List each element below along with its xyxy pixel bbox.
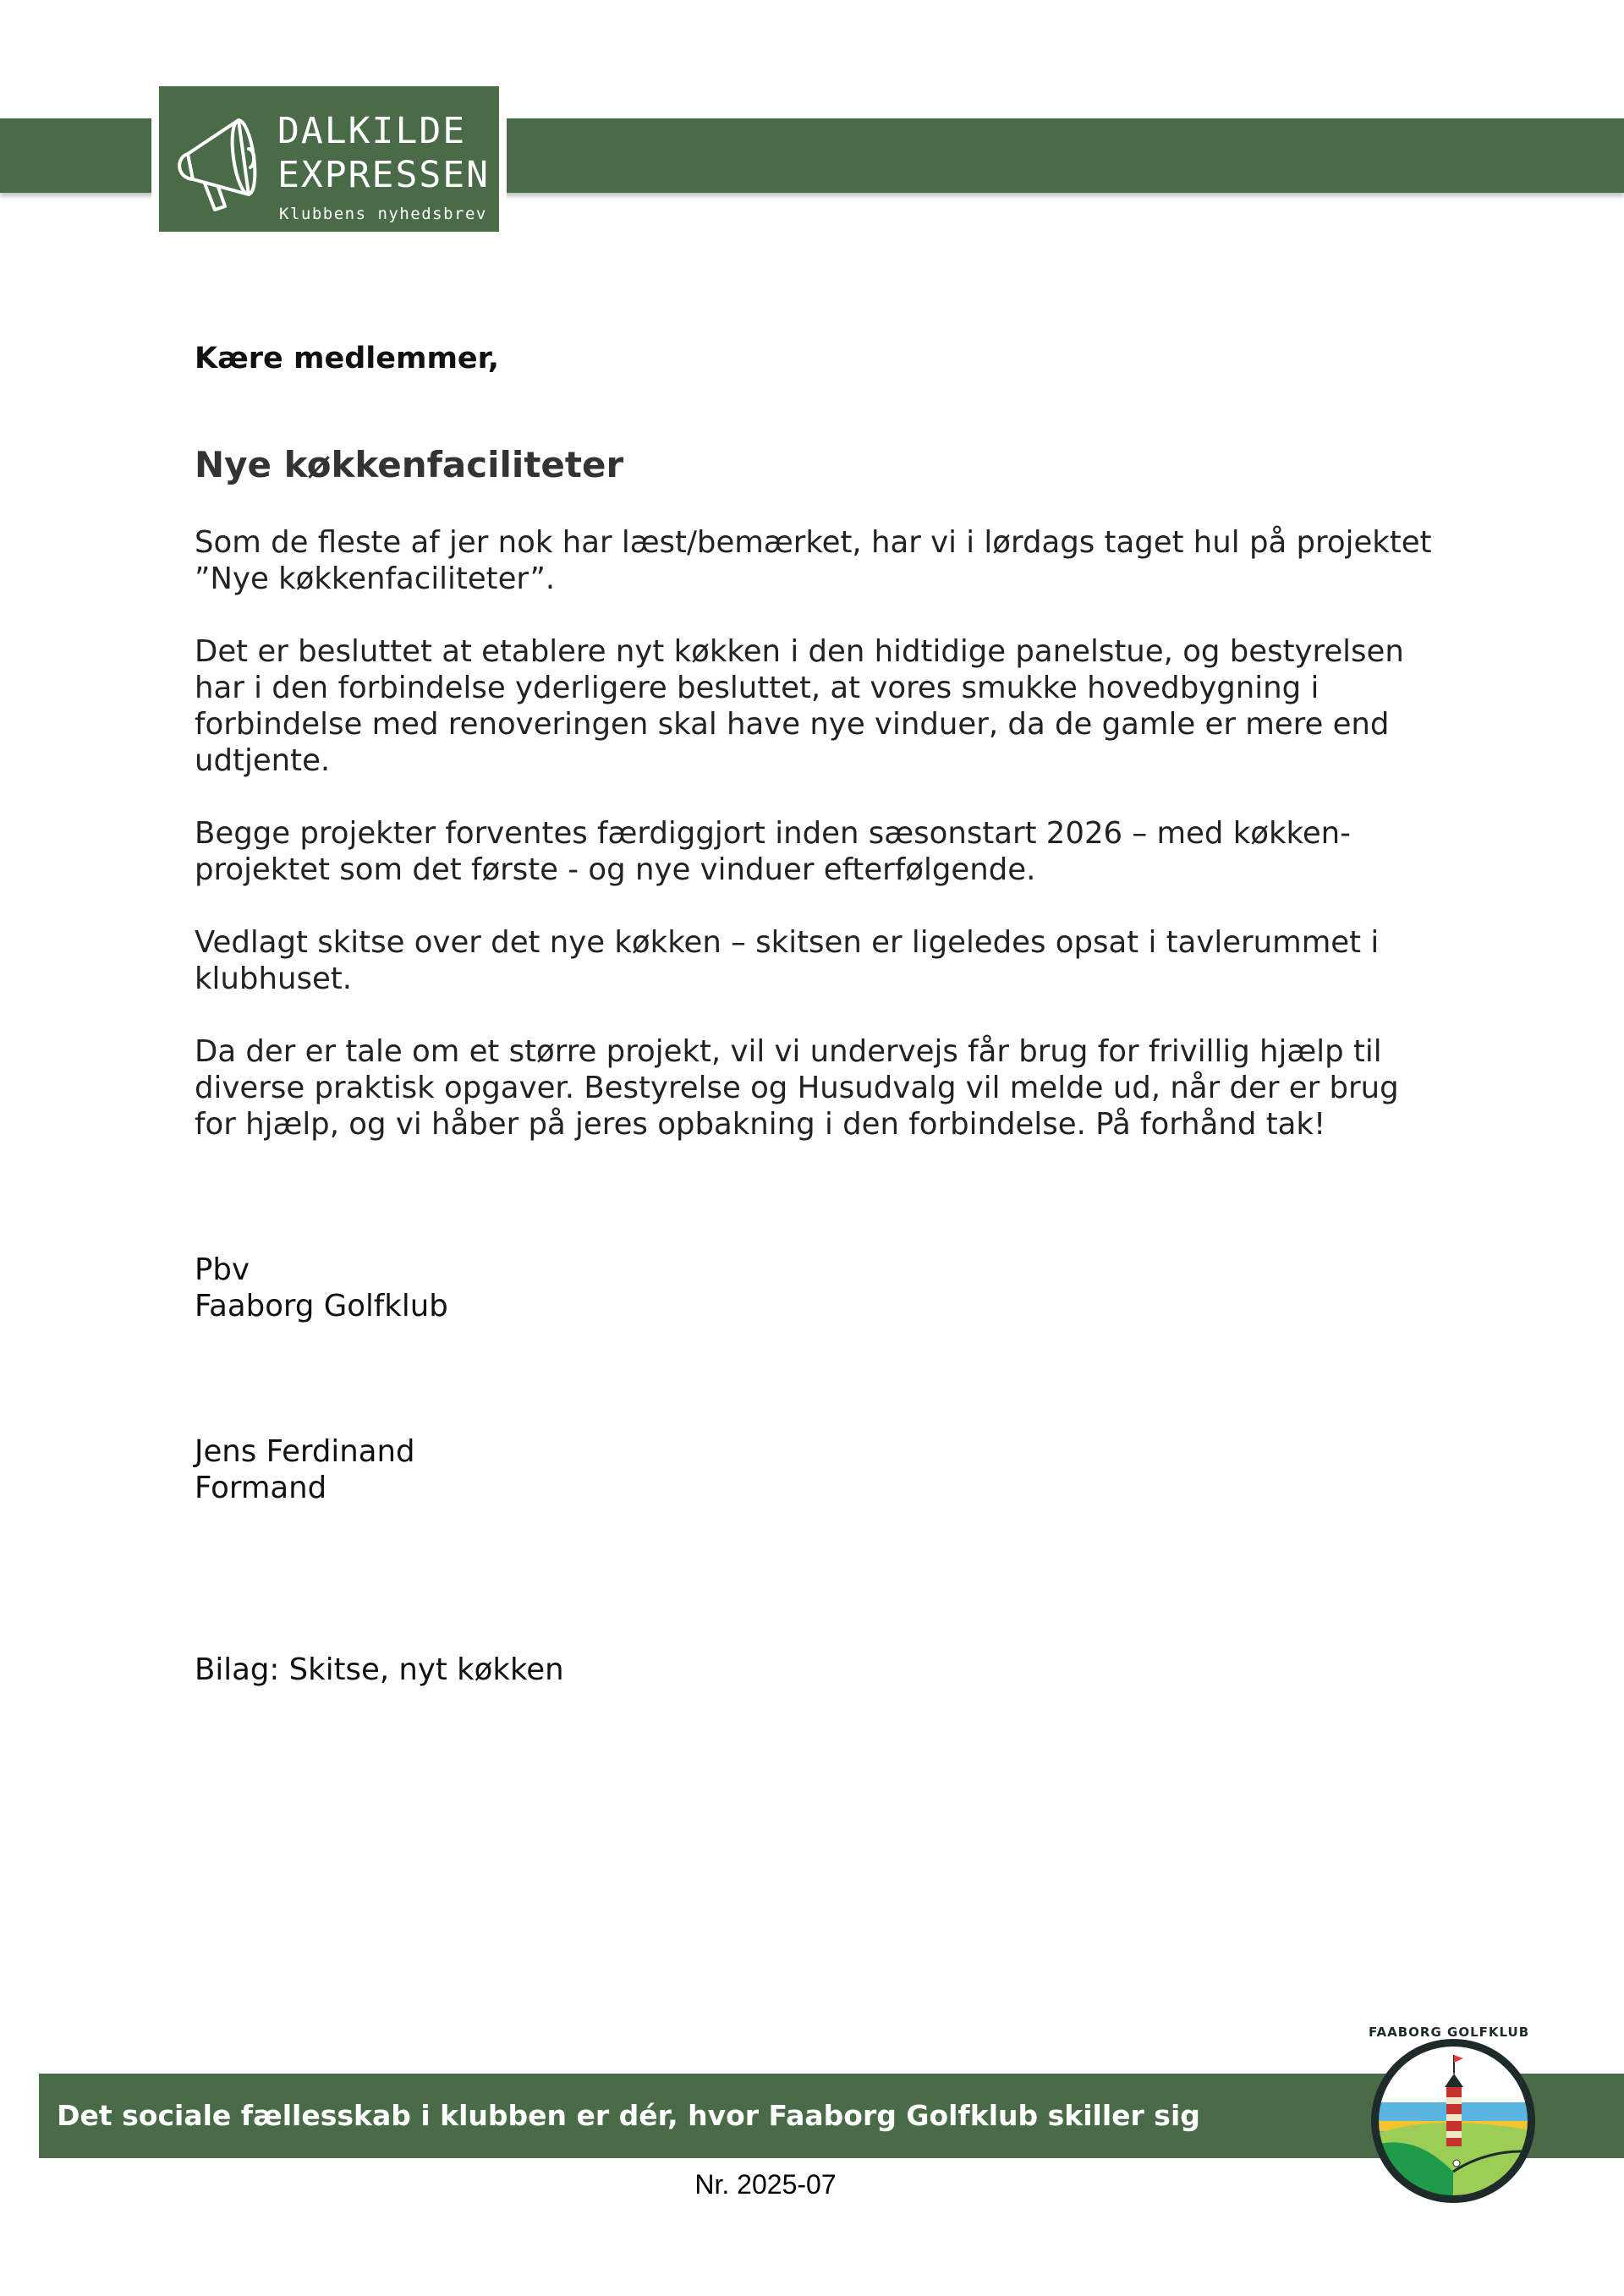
paragraph: Som de fleste af jer nok har læst/bemærket, har vi i lørdags taget hul på projektet ”Nye køkkenfaciliteter”. [195, 525, 1432, 596]
club-badge-logo [1369, 2025, 1538, 2206]
paragraph: Begge projekter forventes færdiggjort inden sæsonstart 2026 – med køkken-projektet som det første - og nye vinduer efterfølgende. [195, 816, 1351, 887]
issue-number: Nr. 2025-07 [694, 2169, 837, 2200]
greeting: Kære medlemmer, [195, 342, 500, 375]
letter-body [195, 338, 1438, 1688]
badge-text: FAABORG GOLFKLUB [1369, 2025, 1530, 2040]
attachment-note: Bilag: Skitse, nyt køkken [195, 1652, 564, 1687]
paragraph: Vedlagt skitse over det nye køkken – skitsen er ligeledes opsat i tavlerummet i klubhuset. [195, 925, 1380, 996]
signoff-line: Pbv [195, 1252, 250, 1287]
signer-name: Jens Ferdinand [195, 1434, 415, 1469]
logo-title-line1: DALKILDE [277, 110, 467, 152]
paragraph: Da der er tale om et større projekt, vil vi undervejs får brug for frivillig hjælp til diverse praktisk opgaver. Bestyrelse og Husudvalg vil melde ud, når der er brug for hjælp, og vi håber på jeres opbakning i den forbindelse. På forhånd tak! [195, 1034, 1399, 1142]
club-name: Faaborg Golfklub [195, 1289, 448, 1323]
signer-title: Formand [195, 1471, 327, 1505]
logo-title-line2: EXPRESSEN [277, 154, 490, 196]
article-heading: Nye køkkenfaciliteter [195, 444, 624, 485]
paragraph: Det er besluttet at etablere nyt køkken i den hidtidige panelstue, og bestyrelsen har i den forbindelse yderligere besluttet, at vores smukke hovedbygning i forbindelse med renoveringen skal have nye vinduer, da de gamle er mere end udtjente. [195, 634, 1404, 778]
newsletter-logo [159, 86, 499, 232]
megaphone-icon [171, 101, 272, 220]
logo-subtitle: Klubbens nyhedsbrev [279, 205, 487, 223]
footer-slogan: Det sociale fællesskab i klubben er dér, hvor Faaborg Golfklub skiller sig ud! [57, 2099, 1200, 2217]
